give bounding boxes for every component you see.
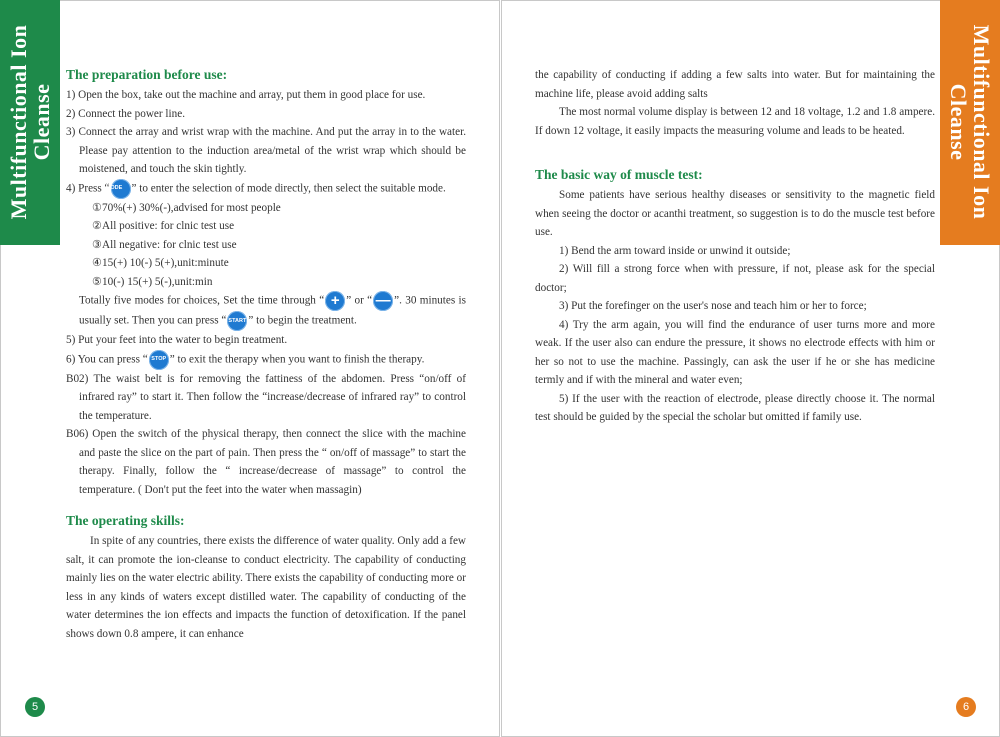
plus-button-icon: + [325,291,345,311]
modes-text-a: Totally five modes for choices, Set the time through “ [79,294,325,307]
step-3: 3) Connect the array and wrist wrap with the machine. And put the array in to the water. Please pay attention to the induction area/metal of the wrist wrap which should be moistened, and touch the skin tightly. [66,126,466,175]
minus-button-icon: — [373,291,393,311]
stop-button-icon: STOP [149,350,169,370]
left-side-title: Multifunctional Ion Cleanse [6,24,54,220]
step-6-text-b: ” to exit the therapy when you want to finish the therapy. [169,353,425,366]
step-1: 1) Open the box, take out the machine and array, put them in good place for use. [66,89,426,101]
b06-paragraph: B06) Open the switch of the physical therapy, then connect the slice with the machine and paste the slice on the part of pain. Then press the “ on/off of massage” to start the therapy. Finally, follow the “ increase/decrease of massage” to control the temperature. ( Don't put the feet into the water when massagin) [66,428,466,496]
mode-3: ③All negative: for clnic test use [92,238,237,251]
modes-description [66,291,466,331]
left-side-tab [0,0,60,245]
right-side-tab [940,0,1000,245]
muscle-step-3: 3) Put the forefinger on the user's nose and teach him or her to force; [559,300,867,312]
mode-5: ⑤10(-) 15(+) 5(-),unit:min [92,275,213,288]
spacer [66,499,466,512]
mode-4: ④15(+) 10(-) 5(+),unit:minute [92,257,229,269]
modes-text-d: ” to begin the treatment. [248,314,357,327]
muscle-step-1: 1) Bend the arm toward inside or unwind it outside; [559,244,791,257]
mode-button-icon: MODE [111,179,131,199]
volume-text: The most normal volume display is between 12 and 18 voltage, 1.2 and 1.8 ampere. If down 12 voltage, it easily impacts the measuring volume and leads to be heated. [535,106,935,137]
b02-paragraph: B02) The waist belt is for removing the fattiness of the abdomen. Press “on/off of infrared ray” to start it. Then follow the “increase/decrease of infrared ray” to control the temperature. [66,372,466,422]
right-side-title: Multifunctional Ion Cleanse [946,24,994,220]
step-6 [66,350,466,370]
step-5: 5) Put your feet into the water to begin treatment. [66,334,288,346]
step-2: 2) Connect the power line. [66,107,185,120]
step-4-text-b: ” to enter the selection of mode directly, then select the suitable mode. [131,182,446,195]
page-number-left: 5 [25,697,45,717]
operating-skills-text: In spite of any countries, there exists the difference of water quality. Only add a few salt, it can promote the ion-cleanse to conduct electricity. The capability of conducting mainly lies on the water electric ability. There exists the capability of conducting more or less in any kinds of waters except distilled water. The capability of conducting of the water determines the ion effects and impacts the function of detoxification. If the panel shows down 0.8 ampere, it can enhance [66,535,466,640]
preparation-heading: The preparation before use: [66,67,228,82]
step-4-text-a: 4) Press “ [66,182,110,195]
muscle-step-4: 4) Try the arm again, you will find the endurance of user turns more and more weak. If the user also can endure the pressure, it shows no electrode effects with him or her so not to use the machine. Passingly, can ask the user if he or she has medicine termly and if with the mineral and water even; [535,318,935,386]
continued-text: the capability of conducting if adding a few salts into water. But for maintaining the machine life, please avoid adding salts [535,69,935,100]
muscle-test-heading: The basic way of muscle test: [535,167,703,182]
muscle-step-2: 2) Will fill a strong force when with pressure, if not, please ask for the special doctor; [535,263,935,294]
step-4 [66,179,466,199]
operating-skills-heading: The operating skills: [66,513,185,528]
spacer [535,140,935,166]
step-6-text-a: 6) You can press “ [66,353,148,366]
modes-text-b: ” or “ [346,294,373,307]
page-number-right: 6 [956,697,976,717]
modes-text-c: ”. 30 minutes is usually set. Then you can press “ [79,294,466,327]
left-column [66,66,466,643]
mode-1: ①70%(+) 30%(-),advised for most people [92,201,281,214]
mode-2: ②All positive: for clnic test use [92,220,235,232]
right-column [535,66,935,427]
start-button-icon: START [227,311,247,331]
muscle-test-intro: Some patients have serious healthy diseases or sensitivity to the magnetic field when seeing the doctor or acanthi treatment, so suggestion is to do the muscle test before use. [535,189,935,238]
muscle-step-5: 5) If the user with the reaction of electrode, please directly choose it. The normal test should be guided by the special the scholar but omitted if family use. [535,392,935,423]
